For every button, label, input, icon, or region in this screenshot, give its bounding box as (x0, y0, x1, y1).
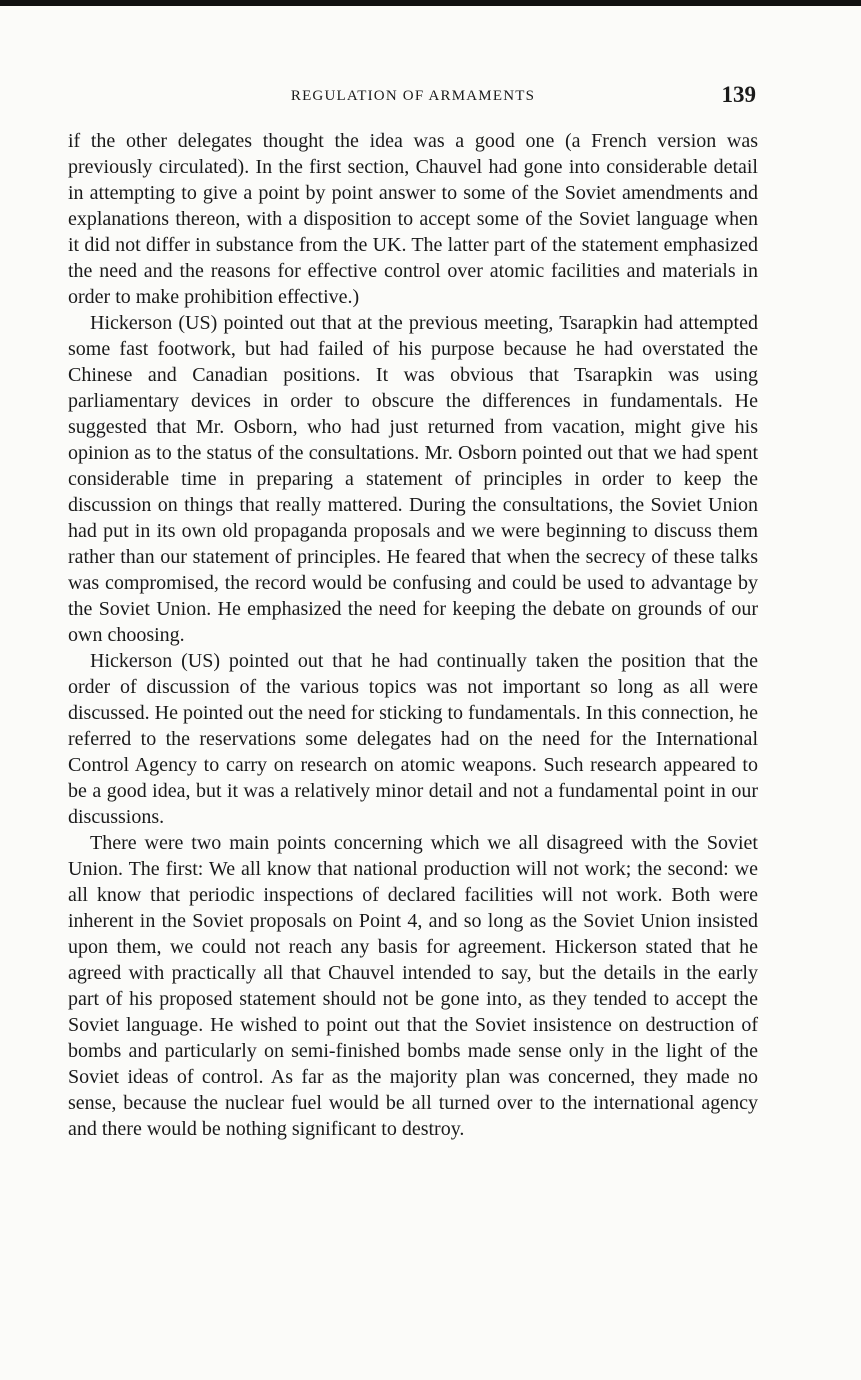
running-head: REGULATION OF ARMAMENTS (290, 88, 536, 104)
top-border-rule (0, 0, 861, 6)
body-text (68, 128, 758, 1142)
paragraph-continued: if the other delegates thought the idea was a good one (a French version was previously circulated). In the first section, Chauvel had gone into considerable detail in attempting to give a point by point answer to some of the Soviet amendments and explanations thereon, with a disposition to accept some of the Soviet language when it did not differ in substance from the UK. The latter part of the statement emphasized the need and the reasons for effective control over atomic facilities and materials in order to make prohibition effective.) (68, 130, 758, 308)
page-number: 139 (721, 82, 756, 107)
paragraph: Hickerson (US) pointed out that he had continually taken the position that the order of discussion of the various topics was not important so long as all were discussed. He pointed out the need for sticking to fundamentals. In this connection, he referred to the reservations some delegates had on the need for the International Control Agency to carry on research on atomic weapons. Such research appeared to be a good idea, but it was a relatively minor detail and not a fundamental point in our discussions. (68, 650, 758, 828)
paragraph: Hickerson (US) pointed out that at the previous meeting, Tsarapkin had attempted some fast footwork, but had failed of his purpose because he had overstated the Chinese and Canadian positions. It was obvious that Tsarapkin was using parliamentary devices in order to obscure the differences in fundamentals. He suggested that Mr. Osborn, who had just returned from vacation, might give his opinion as to the status of the consultations. Mr. Osborn pointed out that we had spent considerable time in preparing a statement of principles in order to keep the discussion on things that really mattered. During the consultations, the Soviet Union had put in its own old propaganda proposals and we were beginning to discuss them rather than our statement of principles. He feared that when the secrecy of these talks was compromised, the record would be confusing and could be used to advantage by the Soviet Union. He emphasized the need for keeping the debate on grounds of our own choosing. (68, 312, 758, 646)
paragraph: There were two main points concerning which we all disagreed with the Soviet Union. The first: We all know that national production will not work; the second: we all know that periodic inspections of declared facilities will not work. Both were inherent in the Soviet proposals on Point 4, and so long as the Soviet Union insisted upon them, we could not reach any basis for agreement. Hickerson stated that he agreed with practically all that Chauvel intended to say, but the details in the early part of his proposed statement should not be gone into, as they tended to accept the Soviet language. He wished to point out that the Soviet insistence on destruction of bombs and particularly on semi-finished bombs made sense only in the light of the Soviet ideas of control. As far as the majority plan was concerned, they made no sense, because the nuclear fuel would be all turned over to the international agency and there would be nothing significant to destroy. (68, 832, 758, 1140)
page-header (68, 84, 758, 114)
